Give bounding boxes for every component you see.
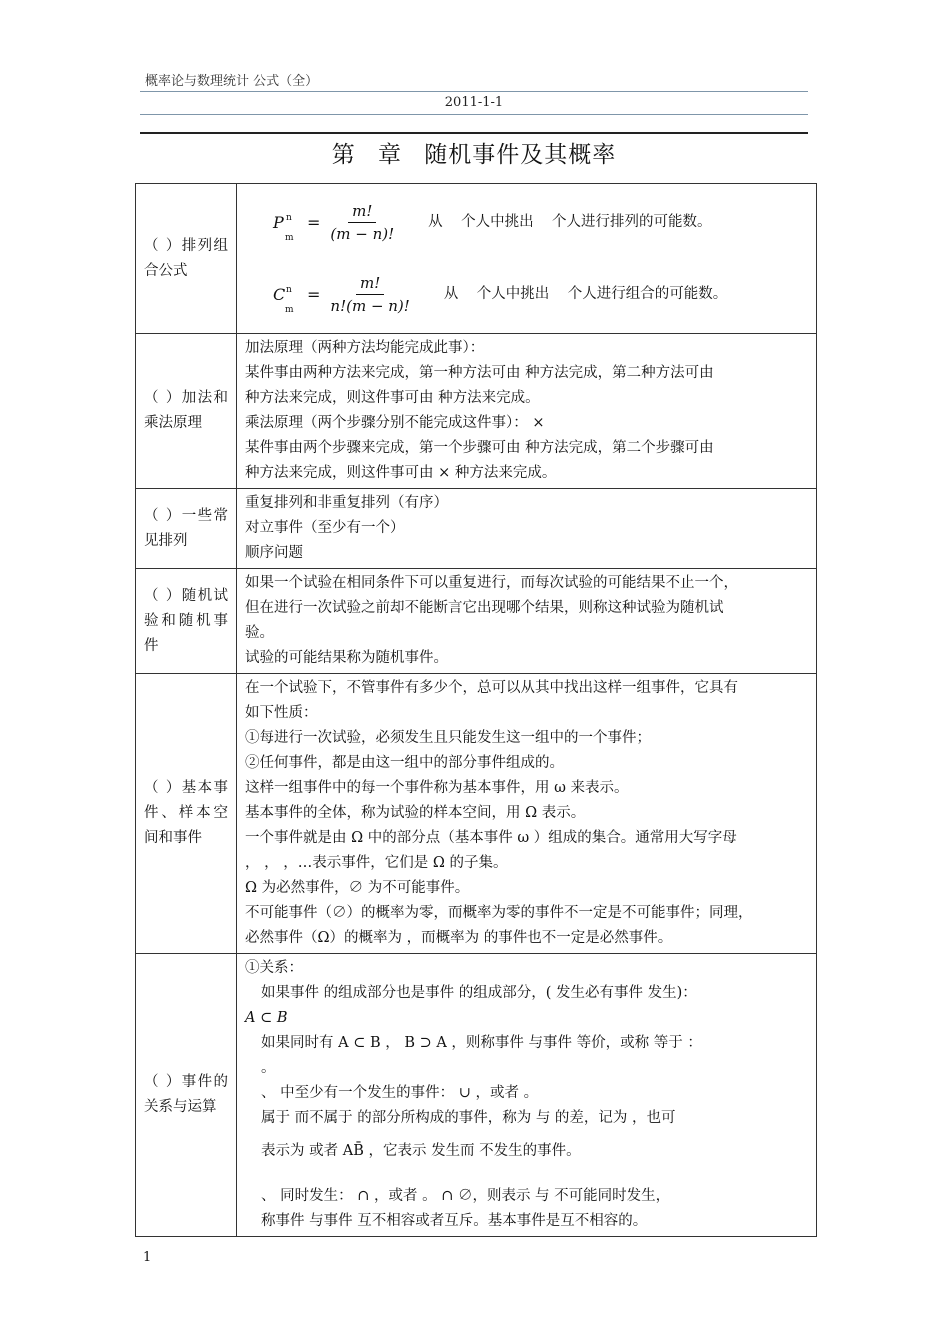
math-line: A ⊂ B — [245, 1010, 288, 1026]
text-line: 重复排列和非重复排列（有序） — [245, 495, 448, 511]
row-label: （ ）一些常见排列 — [136, 489, 237, 569]
text-line: ①每进行一次试验，必须发生且只能发生这一组中的一个事件； — [245, 730, 651, 746]
text-line: 这样一组事件中的每一个事件称为基本事件，用 ω 来表示。 — [245, 780, 629, 796]
row-content — [237, 334, 817, 489]
row-content — [237, 954, 817, 1237]
header-date: 2011-1-1 — [444, 95, 504, 110]
table-row — [136, 569, 817, 674]
text-line: ②任何事件，都是由这一组中的部分事件组成的。 — [245, 755, 564, 771]
text-line: 表示为 或者 AB̄ ，它表示 发生而 不发生的事件。 — [261, 1143, 581, 1159]
table-row — [136, 674, 817, 954]
text-line: 在一个试验下，不管事件有多少个，总可以从其中找出这样一组事件，它具有 — [245, 680, 738, 696]
text-line: 种方法来完成，则这件事可由 种方法来完成。 — [245, 390, 540, 406]
header-rule-middle — [140, 114, 808, 115]
table-row — [136, 334, 817, 489]
text-line: 加法原理（两种方法均能完成此事）： — [245, 340, 485, 356]
combination-formula: C n m = $\frac{m!}{n!(m - n)!}$ 从 个人中挑出 个人进行组合的可能数。 — [273, 273, 728, 315]
text-line: 种方法来完成，则这件事可由 × 种方法来完成。 — [245, 465, 557, 481]
row-label: （ ）事件的关系与运算 — [136, 954, 237, 1237]
header-rule-bottom — [140, 132, 808, 134]
row-content — [237, 674, 817, 954]
formula-table — [135, 183, 817, 1237]
text-line: 如果事件 的组成部分也是事件 的组成部分，( 发生必有事件 发生)： — [261, 985, 697, 1001]
table-row — [136, 489, 817, 569]
text-line: 基本事件的全体，称为试验的样本空间，用 Ω 表示。 — [245, 805, 586, 821]
page-number: 1 — [143, 1250, 152, 1265]
text-line: 乘法原理（两个步骤分别不能完成这件事）： × — [245, 415, 545, 431]
table-row — [136, 954, 817, 1237]
text-line: 如果同时有 A ⊂ B ， B ⊃ A ，则称事件 与事件 等价，或称 等于 ： — [261, 1035, 702, 1051]
text-line: 试验的可能结果称为随机事件。 — [245, 650, 448, 666]
text-line: Ω 为必然事件，∅ 为不可能事件。 — [245, 880, 470, 896]
table-row — [136, 184, 817, 334]
text-line: ， ， ，…表示事件，它们是 Ω 的子集。 — [245, 855, 508, 871]
text-line: 顺序问题 — [245, 545, 303, 561]
text-line: 、 中至少有一个发生的事件： ∪ ，或者 。 — [261, 1085, 539, 1101]
text-line: 某件事由两个步骤来完成，第一个步骤可由 种方法完成，第二个步骤可由 — [245, 440, 714, 456]
text-line: 。 — [261, 1060, 276, 1076]
text-line: 一个事件就是由 Ω 中的部分点（基本事件 ω ）组成的集合。通常用大写字母 — [245, 830, 737, 846]
row-content — [237, 184, 817, 334]
permutation-formula: P n m = $\frac{m!}{(m - n)!}$ 从 个人中挑出 个人进行排列的可能数。 — [273, 201, 712, 243]
text-line: 如下性质： — [245, 705, 318, 721]
chapter-title: 第 章 随机事件及其概率 — [331, 142, 617, 168]
row-content — [237, 489, 817, 569]
row-label: （ ）随机试验和随机事件 — [136, 569, 237, 674]
text-line: 不可能事件（∅）的概率为零，而概率为零的事件不一定是不可能事件；同理， — [245, 905, 753, 921]
text-line: 如果一个试验在相同条件下可以重复进行，而每次试验的可能结果不止一个， — [245, 575, 738, 591]
text-line: ①关系： — [245, 960, 303, 976]
header-rule-top — [140, 91, 808, 92]
text-line: 但在进行一次试验之前却不能断言它出现哪个结果，则称这种试验为随机试 — [245, 600, 724, 616]
text-line: 属于 而不属于 的部分所构成的事件，称为 与 的差，记为 ，也可 — [261, 1110, 676, 1126]
running-header: 概率论与数理统计 公式（全） — [145, 74, 319, 89]
row-label: （ ）基本事件、样本空间和事件 — [136, 674, 237, 954]
text-line: 称事件 与事件 互不相容或者互斥。基本事件是互不相容的。 — [261, 1213, 648, 1229]
row-label: （ ）排列组合公式 — [136, 184, 237, 334]
text-line: 某件事由两种方法来完成，第一种方法可由 种方法完成，第二种方法可由 — [245, 365, 714, 381]
row-content — [237, 569, 817, 674]
text-line: 验。 — [245, 625, 274, 641]
text-line: 必然事件（Ω）的概率为 ，而概率为 的事件也不一定是必然事件。 — [245, 930, 673, 946]
text-line: 、 同时发生： ∩ ，或者 。 ∩ ∅，则表示 与 不可能同时发生， — [261, 1188, 671, 1204]
text-line: 对立事件（至少有一个） — [245, 520, 405, 536]
row-label: （ ）加法和乘法原理 — [136, 334, 237, 489]
